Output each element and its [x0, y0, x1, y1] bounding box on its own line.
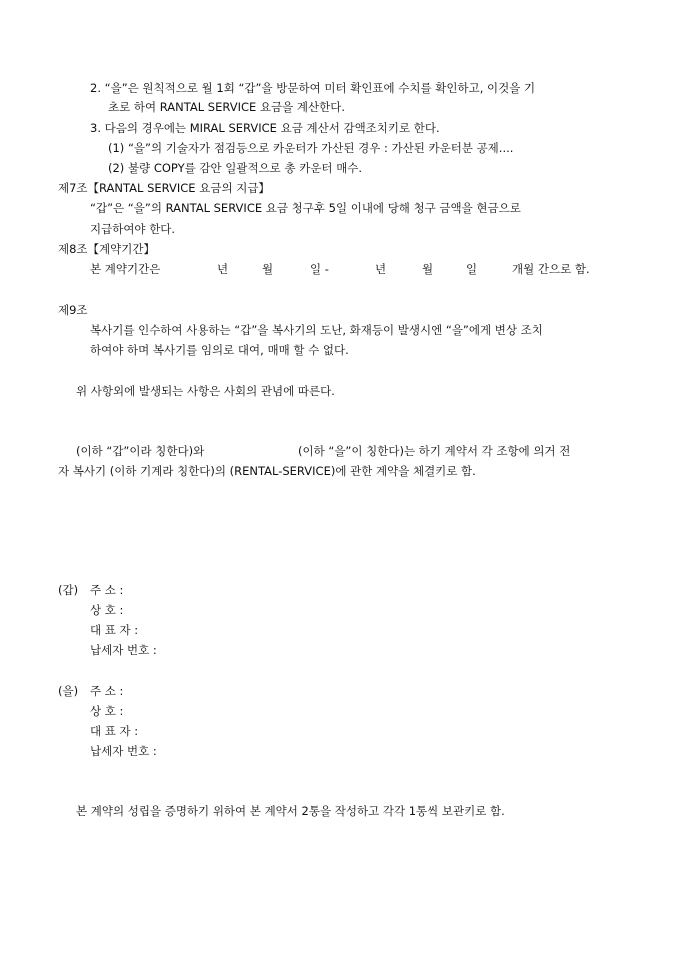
party-a-company: 상 호 : — [90, 603, 124, 617]
article7-line2: 지급하여야 한다. — [90, 222, 176, 236]
preamble-part2: (이하 “을”이 칭한다)는 하기 계약서 각 조항에 의거 전 — [298, 444, 571, 458]
party-b-label: (을) — [58, 684, 79, 698]
party-b-representative: 대 표 자 : — [90, 724, 139, 738]
period-month: 월 — [262, 262, 274, 276]
item3-sub1: (1) “을”의 기술자가 점검등으로 카운터가 가산된 경우 : 가산된 카운터분 공제.... — [108, 141, 514, 155]
period-day-end: 일 — [466, 262, 478, 276]
article8-heading: 제8조【계약기간】 — [58, 242, 155, 256]
article9-line2: 하여야 하며 복사기를 임의로 대여, 매매 할 수 없다. — [90, 343, 349, 357]
preamble-line2: 자 복사기 (이하 기계라 칭한다)의 (RENTAL-SERVICE)에 관한 계약을 체결키로 함. — [58, 464, 476, 478]
article9-heading: 제9조 — [58, 303, 88, 317]
period-month-end: 월 — [422, 262, 434, 276]
party-a-representative: 대 표 자 : — [90, 623, 139, 637]
period-year-end: 년 — [375, 262, 387, 276]
period-suffix: 개월 간으로 함. — [512, 262, 590, 276]
item2-line2: 초로 하여 RANTAL SERVICE 요금을 계산한다. — [108, 100, 346, 114]
party-a-address: 주 소 : — [90, 583, 124, 597]
party-b-taxid: 납세자 번호 : — [90, 744, 157, 758]
item3-sub2: (2) 불량 COPY를 감안 일괄적으로 총 카운터 매수. — [108, 161, 363, 175]
article7-heading: 제7조【RANTAL SERVICE 요금의 지급】 — [58, 181, 270, 195]
preamble-part1: (이하 “갑”이라 칭한다)와 — [76, 444, 205, 458]
party-a-label: (갑) — [58, 583, 79, 597]
period-year: 년 — [217, 262, 229, 276]
contract-period-label: 본 계약기간은 — [90, 262, 161, 276]
closing-clause: 위 사항외에 발생되는 사항은 사회의 관념에 따른다. — [76, 384, 335, 398]
party-b-address: 주 소 : — [90, 684, 124, 698]
final-statement: 본 계약의 성립을 증명하기 위하여 본 계약서 2통을 작성하고 각각 1통씩 보관키로 함. — [76, 804, 505, 818]
item2-line1: 2. “을”은 원칙적으로 월 1회 “갑”을 방문하여 미터 확인표에 수치를 확인하고, 이것을 기 — [90, 81, 536, 95]
article9-line1: 복사기를 인수하여 사용하는 “갑”을 복사기의 도난, 화재등이 발생시엔 “을”에게 변상 조치 — [90, 323, 543, 337]
period-day: 일 - — [310, 262, 329, 276]
article7-line1: “갑”은 “을”의 RANTAL SERVICE 요금 청구후 5일 이내에 당해 청구 금액을 현금으로 — [90, 201, 521, 215]
item3: 3. 다음의 경우에는 MIRAL SERVICE 요금 계산서 감액조치키로 한다. — [90, 121, 440, 135]
party-a-taxid: 납세자 번호 : — [90, 643, 157, 657]
party-b-company: 상 호 : — [90, 704, 124, 718]
